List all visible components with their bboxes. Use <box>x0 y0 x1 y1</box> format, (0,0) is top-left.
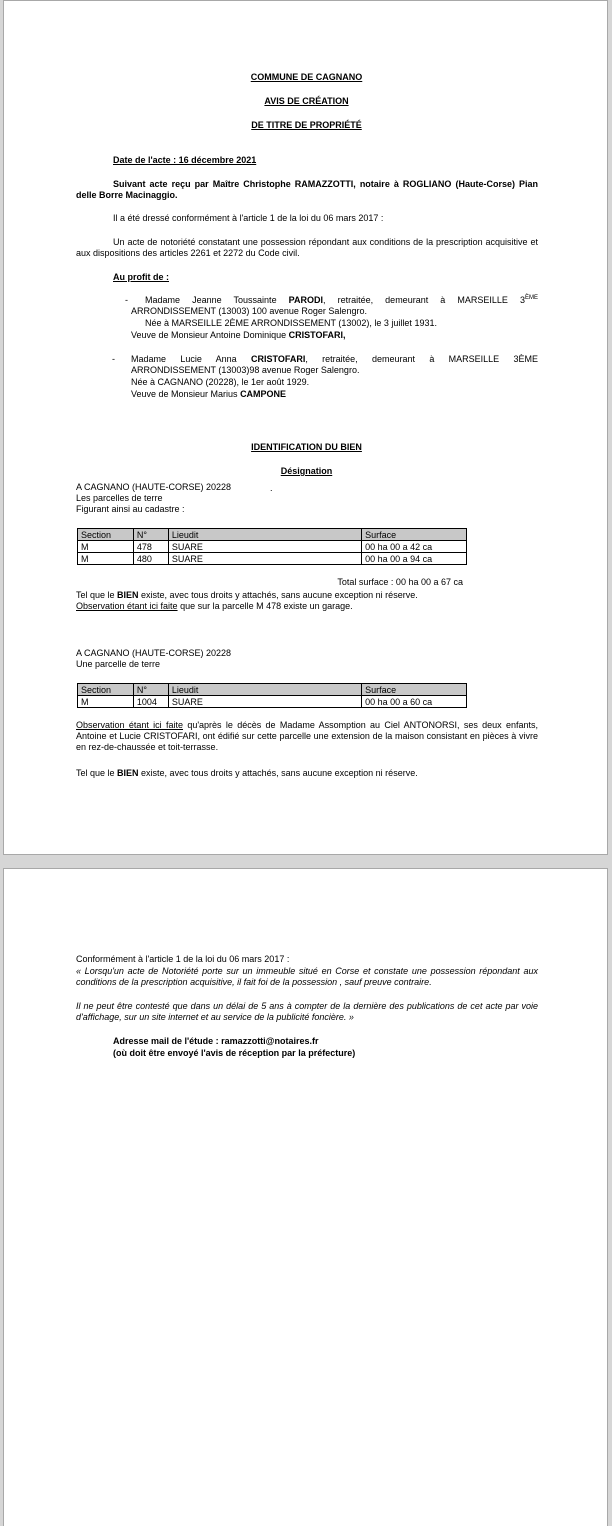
designation-heading: Désignation <box>280 466 333 476</box>
email-note: (où doit être envoyé l'avis de réception par la préfecture) <box>113 1048 356 1058</box>
table-header-row <box>78 529 467 541</box>
table-row <box>78 553 467 565</box>
document-page-1 <box>3 0 608 855</box>
table-header-row <box>78 684 467 696</box>
table-row <box>78 541 467 553</box>
au-profit-heading: Au profit de : <box>113 272 169 282</box>
identification-heading: IDENTIFICATION DU BIEN <box>251 442 362 452</box>
table-cell: M <box>78 553 134 565</box>
loi-quote-2: Il ne peut être contesté que dans un délai de 5 ans à compter de la dernière des publications de cet acte par voie d'affichage, sur un site internet et au service de la publicité foncière. » <box>76 1001 538 1022</box>
column-header: Lieudit <box>168 529 361 541</box>
lot1-observation: Observation étant ici faite que sur la parcelle M 478 existe un garage. <box>76 601 353 611</box>
column-header: Surface <box>362 684 467 696</box>
table-row <box>78 696 467 708</box>
table-cell: 00 ha 00 a 60 ca <box>362 696 467 708</box>
notoriete-paragraph: Un acte de notoriété constatant une possession répondant aux conditions de la prescription acquisitive et aux dispositions des articles 2261 et 2272 du Code civil. <box>76 237 538 258</box>
table-cell: SUARE <box>168 553 361 565</box>
lot1-cadastre-table <box>77 528 467 565</box>
lot1-location: A CAGNANO (HAUTE-CORSE) 20228 <box>76 482 232 492</box>
email-line: Adresse mail de l'étude : ramazzotti@notaires.fr <box>113 1036 319 1046</box>
bullet-dash: - <box>112 354 115 364</box>
beneficiary-1-line2: ARRONDISSEMENT (13003) 100 avenue Roger Salengro. <box>131 306 367 316</box>
loi-quote-1: « Lorsqu'un acte de Notoriété porte sur un immeuble situé en Corse et constate une possession répondant aux conditions de la prescription acquisitive, il fait foi de la possession , sauf preuve contraire. <box>76 966 538 987</box>
date-acte: Date de l'acte : 16 décembre 2021 <box>113 155 257 165</box>
column-header: Surface <box>362 529 467 541</box>
table-cell: M <box>78 541 134 553</box>
loi-intro: Conformément à l'article 1 de la loi du 06 mars 2017 : <box>76 954 290 964</box>
column-header: Section <box>78 529 134 541</box>
table-cell: 00 ha 00 a 42 ca <box>362 541 467 553</box>
lot1-cadastre-label: Figurant ainsi au cadastre : <box>76 504 185 514</box>
titre-title: DE TITRE DE PROPRIÉTÉ <box>251 120 362 130</box>
lot2-observation: Observation étant ici faite qu'après le décès de Madame Assomption au Ciel ANTONORSI, ses deux enfants, Antoine et Lucie CRISTOFARI, ont édifié sur cette parcelle une extension de la maison consistant en pièces à vivre en rez-de-chaussée et toit-terrasse. <box>76 720 538 752</box>
lot1-total-surface: Total surface : 00 ha 00 a 67 ca <box>337 577 463 587</box>
lot2-cadastre-table <box>77 683 467 708</box>
lot2-tel-que: Tel que le BIEN existe, avec tous droits y attachés, sans aucune exception ni réserve. <box>76 768 418 778</box>
beneficiary-2-widow: Veuve de Monsieur Marius CAMPONE <box>131 389 287 399</box>
table-cell: M <box>78 696 134 708</box>
lot2-parcel-type: Une parcelle de terre <box>76 659 161 669</box>
acte-paragraph: Suivant acte reçu par Maître Christophe RAMAZZOTTI, notaire à ROGLIANO (Haute-Corse) Pian delle Borre Macinaggio. <box>76 179 538 200</box>
table-cell: SUARE <box>168 541 361 553</box>
lot1-parcel-type: Les parcelles de terre <box>76 493 163 503</box>
table-cell: 480 <box>133 553 168 565</box>
table-cell: 1004 <box>133 696 168 708</box>
column-header: N° <box>133 684 168 696</box>
beneficiary-1-birth: Née à MARSEILLE 2ÈME ARRONDISSEMENT (13002), le 3 juillet 1931. <box>145 318 437 328</box>
beneficiary-1-line1: Madame Jeanne Toussainte PARODI, retraitée, demeurant à MARSEILLE 3ÈME <box>145 295 538 305</box>
beneficiary-1-widow: Veuve de Monsieur Antoine Dominique CRISTOFARI, <box>131 330 346 340</box>
column-header: N° <box>133 529 168 541</box>
column-header: Lieudit <box>168 684 361 696</box>
lot2-location: A CAGNANO (HAUTE-CORSE) 20228 <box>76 648 232 658</box>
bullet-dash: - <box>125 295 128 305</box>
beneficiary-2-line2: ARRONDISSEMENT (13003)98 avenue Roger Salengro. <box>131 365 360 375</box>
document-page-2 <box>3 868 608 1526</box>
article-paragraph: Il a été dressé conformément à l'article 1 de la loi du 06 mars 2017 : <box>113 213 384 223</box>
table-cell: 478 <box>133 541 168 553</box>
lot1-dot: . <box>270 483 273 493</box>
table-cell: 00 ha 00 a 94 ca <box>362 553 467 565</box>
beneficiary-2-line1: Madame Lucie Anna CRISTOFARI, retraitée, demeurant à MARSEILLE 3ÈME <box>131 354 538 364</box>
column-header: Section <box>78 684 134 696</box>
avis-title: AVIS DE CRÉATION <box>264 96 349 106</box>
lot1-tel-que: Tel que le BIEN existe, avec tous droits y attachés, sans aucune exception ni réserve. <box>76 590 418 600</box>
commune-title: COMMUNE DE CAGNANO <box>250 72 363 82</box>
table-cell: SUARE <box>168 696 361 708</box>
beneficiary-2-birth: Née à CAGNANO (20228), le 1er août 1929. <box>131 377 310 387</box>
